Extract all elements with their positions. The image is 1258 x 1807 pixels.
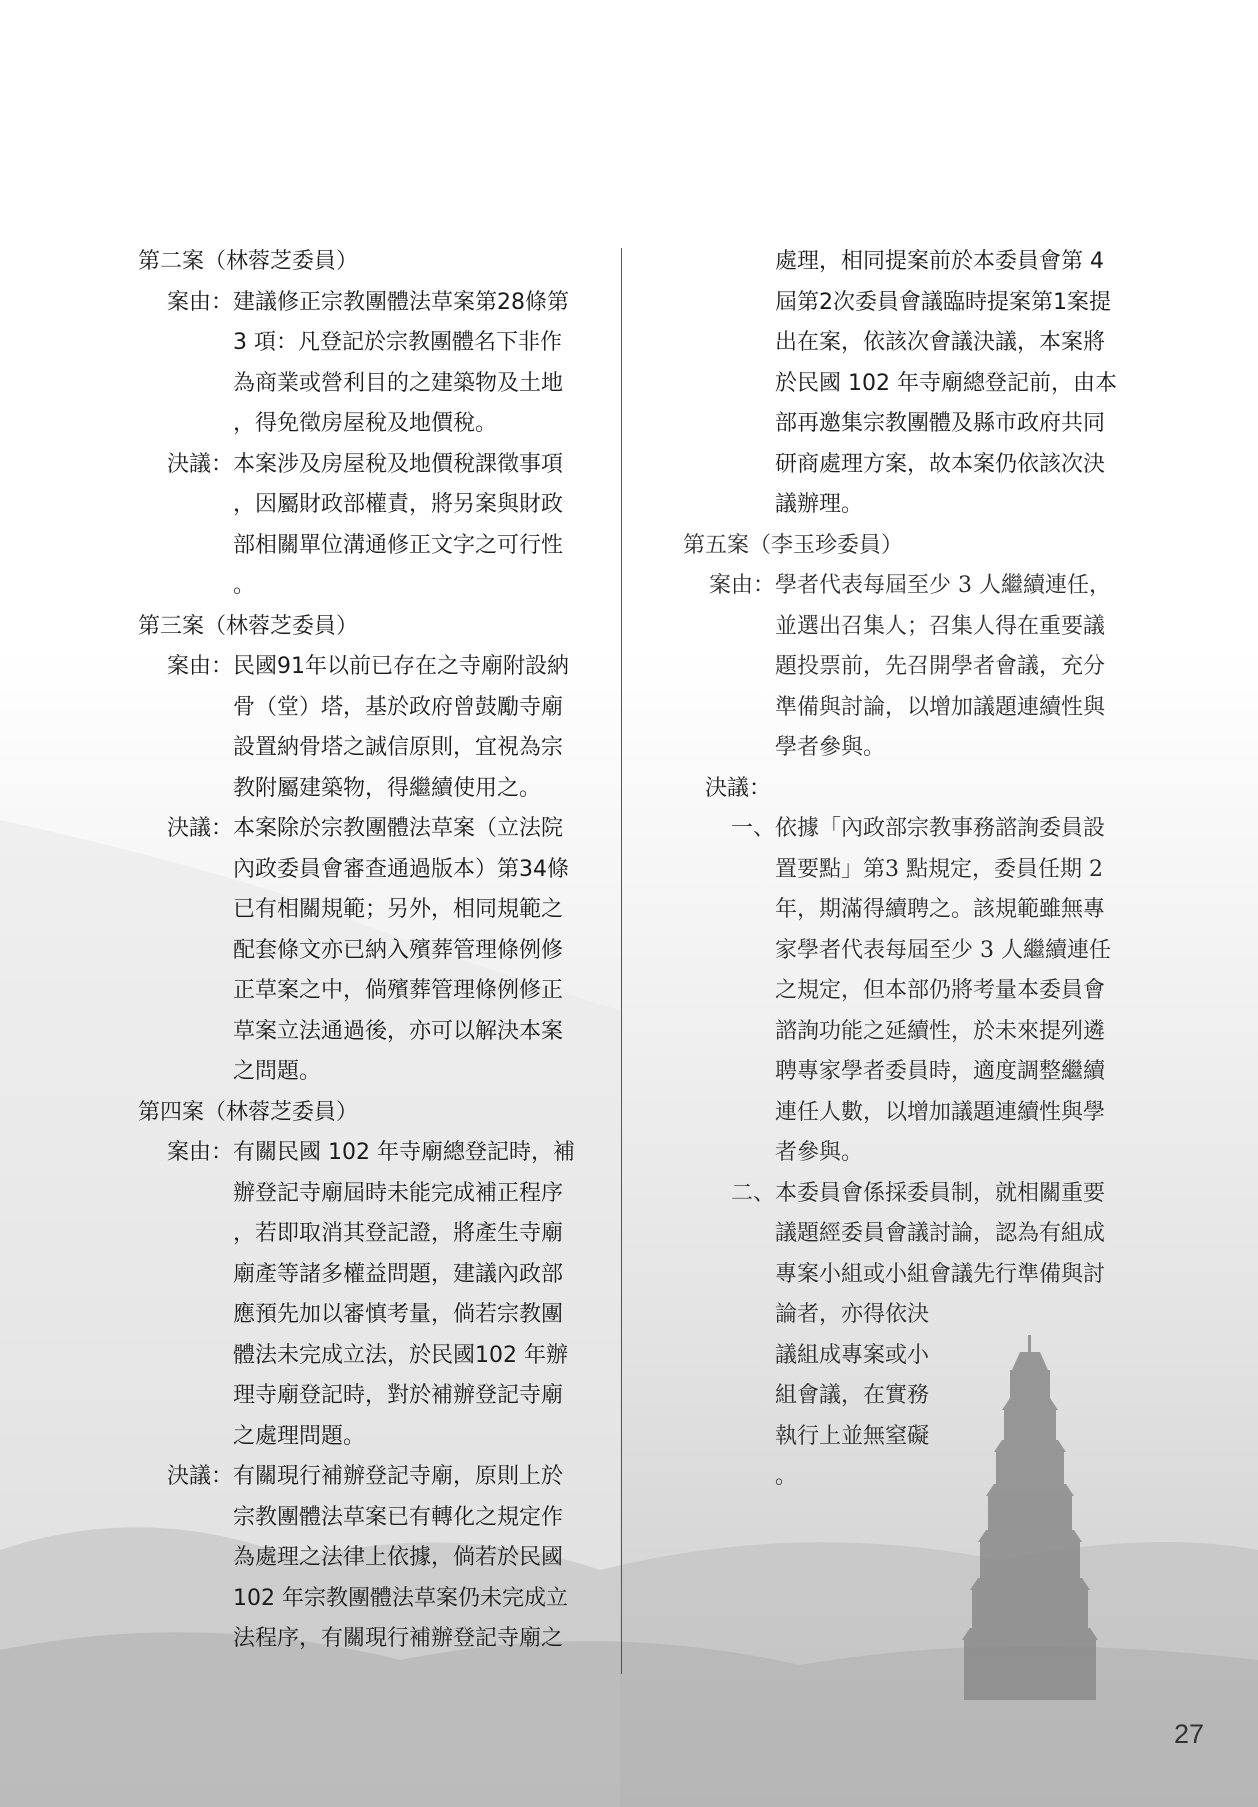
case2-resolution-label: 決議： xyxy=(166,451,233,477)
case2-title: 第二案（林蓉芝委員） xyxy=(138,249,359,274)
text-line: 。 xyxy=(775,1464,798,1489)
text-line: 草案立法通過後，亦可以解決本案 xyxy=(233,1018,564,1044)
case4-resolution-label: 決議： xyxy=(166,1464,233,1489)
text-line: 有關民國 102 年寺廟總登記時，補 xyxy=(233,1140,575,1165)
case4-reason xyxy=(138,1133,598,1457)
text-line: 為商業或營利目的之建築物及土地 xyxy=(233,370,564,396)
text-line: 依據「內政部宗教事務諮詢委員設 xyxy=(775,816,1106,841)
text-line: 出在案，依該次會議決議，本案將 xyxy=(775,330,1106,355)
right-column xyxy=(680,242,1130,1498)
item-number: 一、 xyxy=(730,816,775,841)
case5-reason xyxy=(680,566,1130,769)
text-line: 法程序，有關現行補辦登記寺廟之 xyxy=(233,1626,564,1651)
text-line: 廟產等諸多權益問題，建議內政部 xyxy=(233,1261,564,1287)
text-line: 民國91年以前已存在之寺廟附設納 xyxy=(233,654,569,679)
text-line: 有關現行補辦登記寺廟，原則上於 xyxy=(233,1464,564,1489)
text-line: 處理，相同提案前於本委員會第 4 xyxy=(775,249,1104,274)
text-line: 。 xyxy=(233,573,256,598)
text-line: 部相關單位溝通修正文字之可行性 xyxy=(233,532,564,558)
text-line: 已有相關規範；另外，相同規範之 xyxy=(233,897,564,922)
text-line: 體法未完成立法，於民國102 年辦 xyxy=(233,1342,568,1368)
case2-resolution xyxy=(138,445,598,607)
text-line: 骨（堂）塔，基於政府曾鼓勵寺廟 xyxy=(233,694,564,720)
page-number: 27 xyxy=(1173,1719,1204,1749)
case5-resolution-item-1 xyxy=(680,809,1130,1174)
text-line: 聘專家學者委員時，適度調整繼續 xyxy=(775,1059,1106,1084)
text-line: 議題經委員會議討論，認為有組成 xyxy=(775,1221,1106,1246)
text-line: 學者代表每屆至少 3 人繼續連任， xyxy=(775,573,1111,598)
text-line: 之問題。 xyxy=(233,1059,322,1084)
text-line: 於民國 102 年寺廟總登記前，由本 xyxy=(775,370,1117,396)
case4-resolution xyxy=(138,1457,598,1660)
text-line: 置要點」第3 點規定，委員任期 2 xyxy=(775,856,1103,882)
case4-continued xyxy=(680,242,1130,526)
text-line: 執行上並無窒礙 xyxy=(775,1423,930,1449)
text-line: 宗教團體法草案已有轉化之規定作 xyxy=(233,1504,564,1530)
text-line: 內政委員會審查通過版本）第34條 xyxy=(233,856,569,882)
text-line: 之處理問題。 xyxy=(233,1423,366,1449)
text-line: 家學者代表每屆至少 3 人繼續連任 xyxy=(775,937,1111,963)
case5-resolution-item-2 xyxy=(680,1174,1130,1498)
case5-title: 第五案（李玉珍委員） xyxy=(683,532,904,558)
text-line: 並選出召集人；召集人得在重要議 xyxy=(775,613,1106,639)
text-line: 研商處理方案，故本案仍依該次決 xyxy=(775,451,1106,477)
text-line: ，得免徵房屋稅及地價稅。 xyxy=(233,411,498,436)
text-line: 組會議，在實務 xyxy=(775,1383,930,1408)
text-line: 者參與。 xyxy=(775,1140,864,1165)
text-line: 諮詢功能之延續性，於未來提列遴 xyxy=(775,1018,1106,1044)
text-line: 建議修正宗教團體法草案第28條第 xyxy=(233,289,569,315)
text-line: 論者，亦得依決 xyxy=(775,1302,930,1327)
text-line: 連任人數，以增加議題連續性與學 xyxy=(775,1099,1106,1125)
left-column xyxy=(138,242,598,1660)
text-line: 教附屬建築物，得繼續使用之。 xyxy=(233,775,542,801)
text-line: 為處理之法律上依據，倘若於民國 xyxy=(233,1545,564,1570)
text-line: 辦登記寺廟屆時未能完成補正程序 xyxy=(233,1180,564,1206)
case3-reason xyxy=(138,647,598,809)
text-line: 之規定，但本部仍將考量本委員會 xyxy=(775,978,1106,1003)
case2-reason xyxy=(138,283,598,445)
case5-resolution-label: 決議： xyxy=(705,775,772,801)
text-line: 理寺廟登記時，對於補辦登記寺廟 xyxy=(233,1383,564,1408)
text-line: 年，期滿得續聘之。該規範雖無專 xyxy=(775,897,1106,922)
case4-reason-label: 案由： xyxy=(166,1140,233,1165)
text-line: 專案小組或小組會議先行準備與討 xyxy=(775,1261,1106,1287)
text-line: 本案除於宗教團體法草案（立法院 xyxy=(233,816,564,841)
text-line: 本委員會係採委員制，就相關重要 xyxy=(775,1180,1106,1206)
text-line: ，因屬財政部權責，將另案與財政 xyxy=(233,492,564,517)
column-divider xyxy=(621,248,622,1674)
text-line: 部再邀集宗教團體及縣市政府共同 xyxy=(775,411,1106,436)
case4-title: 第四案（林蓉芝委員） xyxy=(138,1099,359,1125)
text-line: 題投票前，先召開學者會議，充分 xyxy=(775,654,1106,679)
case5-reason-label: 案由： xyxy=(708,573,775,598)
case3-reason-label: 案由： xyxy=(166,654,233,679)
text-line: 正草案之中，倘殯葬管理條例修正 xyxy=(233,978,564,1003)
text-line: 3 項：凡登記於宗教團體名下非作 xyxy=(233,330,562,355)
text-line: 準備與討論，以增加議題連續性與 xyxy=(775,694,1106,720)
case3-resolution-label: 決議： xyxy=(166,816,233,841)
text-line: 學者參與。 xyxy=(775,735,886,760)
text-line: 配套條文亦已納入殯葬管理條例修 xyxy=(233,937,564,963)
text-line: ，若即取消其登記證，將產生寺廟 xyxy=(233,1221,564,1246)
case2-reason-label: 案由： xyxy=(166,289,233,315)
text-line: 本案涉及房屋稅及地價稅課徵事項 xyxy=(233,451,564,477)
text-line: 102 年宗教團體法草案仍未完成立 xyxy=(233,1585,568,1611)
text-line: 議辦理。 xyxy=(775,492,864,517)
case3-resolution xyxy=(138,809,598,1093)
text-line: 設置納骨塔之誠信原則，宜視為宗 xyxy=(233,735,564,760)
text-line: 屆第2次委員會議臨時提案第1案提 xyxy=(775,289,1111,315)
text-line: 議組成專案或小 xyxy=(775,1342,930,1368)
text-line: 應預先加以審慎考量，倘若宗教團 xyxy=(233,1302,564,1327)
case3-title: 第三案（林蓉芝委員） xyxy=(138,613,359,639)
item-number: 二、 xyxy=(730,1180,775,1206)
